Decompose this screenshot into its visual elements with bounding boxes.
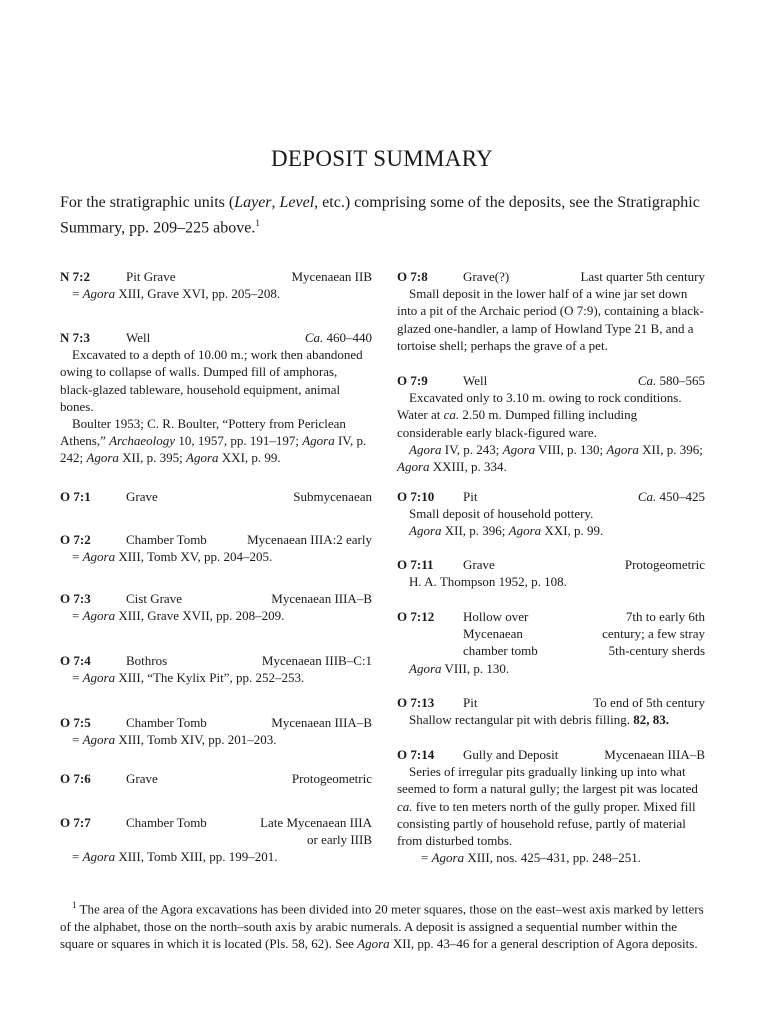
deposit-date: Late Mycenaean IIIA	[260, 815, 372, 830]
deposit-type: Well	[126, 330, 151, 345]
page-title: DEPOSIT SUMMARY	[271, 146, 493, 171]
deposit-description: Excavated to a depth of 10.00 m.; work then abandoned owing to collapse of walls. Dumped fill of amphoras, black-glazed tableware, household equipment, animal bones.	[60, 347, 363, 414]
deposit-o7-2	[60, 531, 372, 565]
deposit-reference: H. A. Thompson 1952, p. 108.	[409, 574, 567, 590]
deposit-reference: Agora XII, p. 396; Agora XXI, p. 99.	[409, 523, 604, 539]
deposit-o7-1	[60, 488, 372, 505]
deposit-type: Chamber Tomb	[126, 532, 207, 547]
footnote-number: 1	[72, 900, 77, 910]
deposit-n7-3	[60, 329, 372, 467]
deposit-reference: = Agora XIII, nos. 425–431, pp. 248–251.	[421, 850, 642, 866]
deposit-code: O 7:6	[60, 771, 91, 786]
deposit-type: Gully and Deposit	[463, 747, 559, 762]
deposit-type: Pit	[463, 489, 478, 504]
deposit-reference: Agora IV, p. 243; Agora VIII, p. 130; Agora XII, p. 396; Agora XXIII, p. 334.	[397, 441, 703, 475]
deposit-o7-5	[60, 714, 372, 748]
deposit-reference: = Agora XIII, Grave XVII, pp. 208–209.	[72, 608, 285, 624]
deposit-code: O 7:10	[397, 489, 435, 504]
deposit-reference: = Agora XIII, Tomb XV, pp. 204–205.	[72, 549, 273, 565]
deposit-type: Chamber Tomb	[126, 715, 207, 730]
deposit-description: Excavated only to 3.10 m. owing to rock conditions. Water at ca. 2.50 m. Dumped filling including considerable early black-figured ware.	[397, 390, 682, 440]
deposit-code: O 7:5	[60, 715, 91, 730]
deposit-code: N 7:3	[60, 330, 90, 345]
deposit-date: Mycenaean IIIA–B	[271, 591, 372, 606]
deposit-date: Ca. 580–565	[637, 373, 705, 388]
deposit-o7-4	[60, 652, 372, 686]
deposit-type: Cist Grave	[126, 591, 182, 606]
deposit-type: Pit Grave	[126, 269, 176, 284]
catalogue-numbers: 82, 83.	[633, 712, 669, 728]
deposit-type-cont: Mycenaean	[463, 626, 523, 642]
deposit-date-cont: or early IIIB	[307, 832, 372, 848]
deposit-reference: = Agora XIII, “The Kylix Pit”, pp. 252–253.	[72, 670, 305, 686]
deposit-type: Bothros	[126, 653, 168, 668]
deposit-type: Chamber Tomb	[126, 815, 207, 830]
deposit-n7-2	[60, 268, 372, 302]
footnote-marker: 1	[255, 218, 260, 228]
deposit-code: O 7:4	[60, 653, 91, 668]
deposit-date: Mycenaean IIIB–C:1	[261, 653, 372, 668]
deposit-date: Ca. 460–440	[304, 330, 372, 345]
deposit-type: Grave	[463, 557, 495, 572]
deposit-type: Well	[463, 373, 488, 388]
deposit-reference: = Agora XIII, Grave XVI, pp. 205–208.	[72, 286, 281, 302]
footnote: $^1$ The area of the Agora excavations has been divided into 20 meter squares, those on the east–west axis marked by letters of the alphabet, those on the north–south axis by arabic numerals. A deposit is assigned a sequential number within the square or squares in which it is located (Pls. 58, 62). See Agora XII, pp. 43–46 for a general description of Agora deposits.	[60, 900, 704, 951]
deposit-date-cont: century; a few stray	[602, 626, 705, 642]
deposit-date: Mycenaean IIIA–B	[604, 747, 705, 762]
deposit-description: Series of irregular pits gradually linking up into what seemed to form a natural gully; the largest pit was located ca. five to ten meters north of the gully proper. Mixed fill consisting partly of household refuse, partly of material from disturbed tombs.	[397, 764, 698, 849]
deposit-date: Mycenaean IIIA:2 early	[247, 532, 372, 547]
deposit-reference: Boulter 1953; C. R. Boulter, “Pottery from Periclean Athens,” Archaeology 10, 1957, pp. 191–197; Agora IV, p. 242; Agora XII, p. 395; Agora XXI, p. 99.	[60, 416, 367, 466]
deposit-type: Grave	[126, 771, 158, 786]
deposit-o7-13	[397, 694, 705, 728]
deposit-code: O 7:3	[60, 591, 91, 606]
deposit-code: O 7:7	[60, 815, 91, 830]
deposit-date: 7th to early 6th	[625, 609, 705, 624]
deposit-type: Grave	[126, 489, 158, 504]
deposit-description: Small deposit of household pottery.	[409, 506, 594, 522]
deposit-code: O 7:1	[60, 489, 91, 504]
deposit-date: Mycenaean IIB	[291, 269, 372, 284]
deposit-o7-14	[397, 746, 705, 866]
deposit-o7-12	[397, 608, 705, 677]
deposit-o7-7	[60, 814, 372, 866]
deposit-reference: = Agora XIII, Tomb XIV, pp. 201–203.	[72, 732, 277, 748]
deposit-o7-9	[397, 372, 705, 475]
deposit-code: O 7:8	[397, 269, 428, 284]
deposit-reference: Agora VIII, p. 130.	[409, 660, 510, 676]
deposit-o7-3	[60, 590, 372, 624]
deposit-o7-10	[397, 488, 705, 540]
deposit-description: Shallow rectangular pit with debris filling. 82, 83.	[409, 712, 669, 728]
deposit-code: N 7:2	[60, 269, 90, 284]
deposit-date: Submycenaean	[293, 489, 372, 504]
deposit-date: Protogeometric	[291, 771, 372, 786]
deposit-date: Mycenaean IIIA–B	[271, 715, 372, 730]
deposit-date-cont: 5th-century sherds	[608, 643, 705, 659]
intro-paragraph: For the stratigraphic units (Layer, Level, etc.) comprising some of the deposits, see the Stratigraphic Summary, pp. 209–225 above.$^1$	[60, 194, 700, 237]
deposit-type: Grave(?)	[463, 269, 510, 284]
deposit-type-cont: chamber tomb	[463, 643, 538, 659]
deposit-date: Last quarter 5th century	[580, 269, 705, 284]
deposit-code: O 7:12	[397, 609, 435, 624]
deposit-date: Ca. 450–425	[637, 489, 705, 504]
deposit-type: Hollow over	[463, 609, 529, 624]
deposit-o7-8	[397, 268, 705, 354]
deposit-date: To end of 5th century	[593, 695, 705, 710]
deposit-code: O 7:9	[397, 373, 428, 388]
deposit-code: O 7:13	[397, 695, 435, 710]
deposit-reference: = Agora XIII, Tomb XIII, pp. 199–201.	[72, 849, 278, 865]
deposit-o7-11	[397, 556, 705, 590]
deposit-o7-6	[60, 770, 372, 787]
deposit-code: O 7:11	[397, 557, 434, 572]
deposit-date: Protogeometric	[624, 557, 705, 572]
deposit-code: O 7:14	[397, 747, 435, 762]
deposit-type: Pit	[463, 695, 478, 710]
deposit-description: Small deposit in the lower half of a wine jar set down into a pit of the Archaic period (O 7:9), containing a black-glazed one-handler, a lamp of Howland Type 21 B, and a tortoise shell; perhaps the grave of a pet.	[397, 286, 704, 353]
deposit-code: O 7:2	[60, 532, 91, 547]
